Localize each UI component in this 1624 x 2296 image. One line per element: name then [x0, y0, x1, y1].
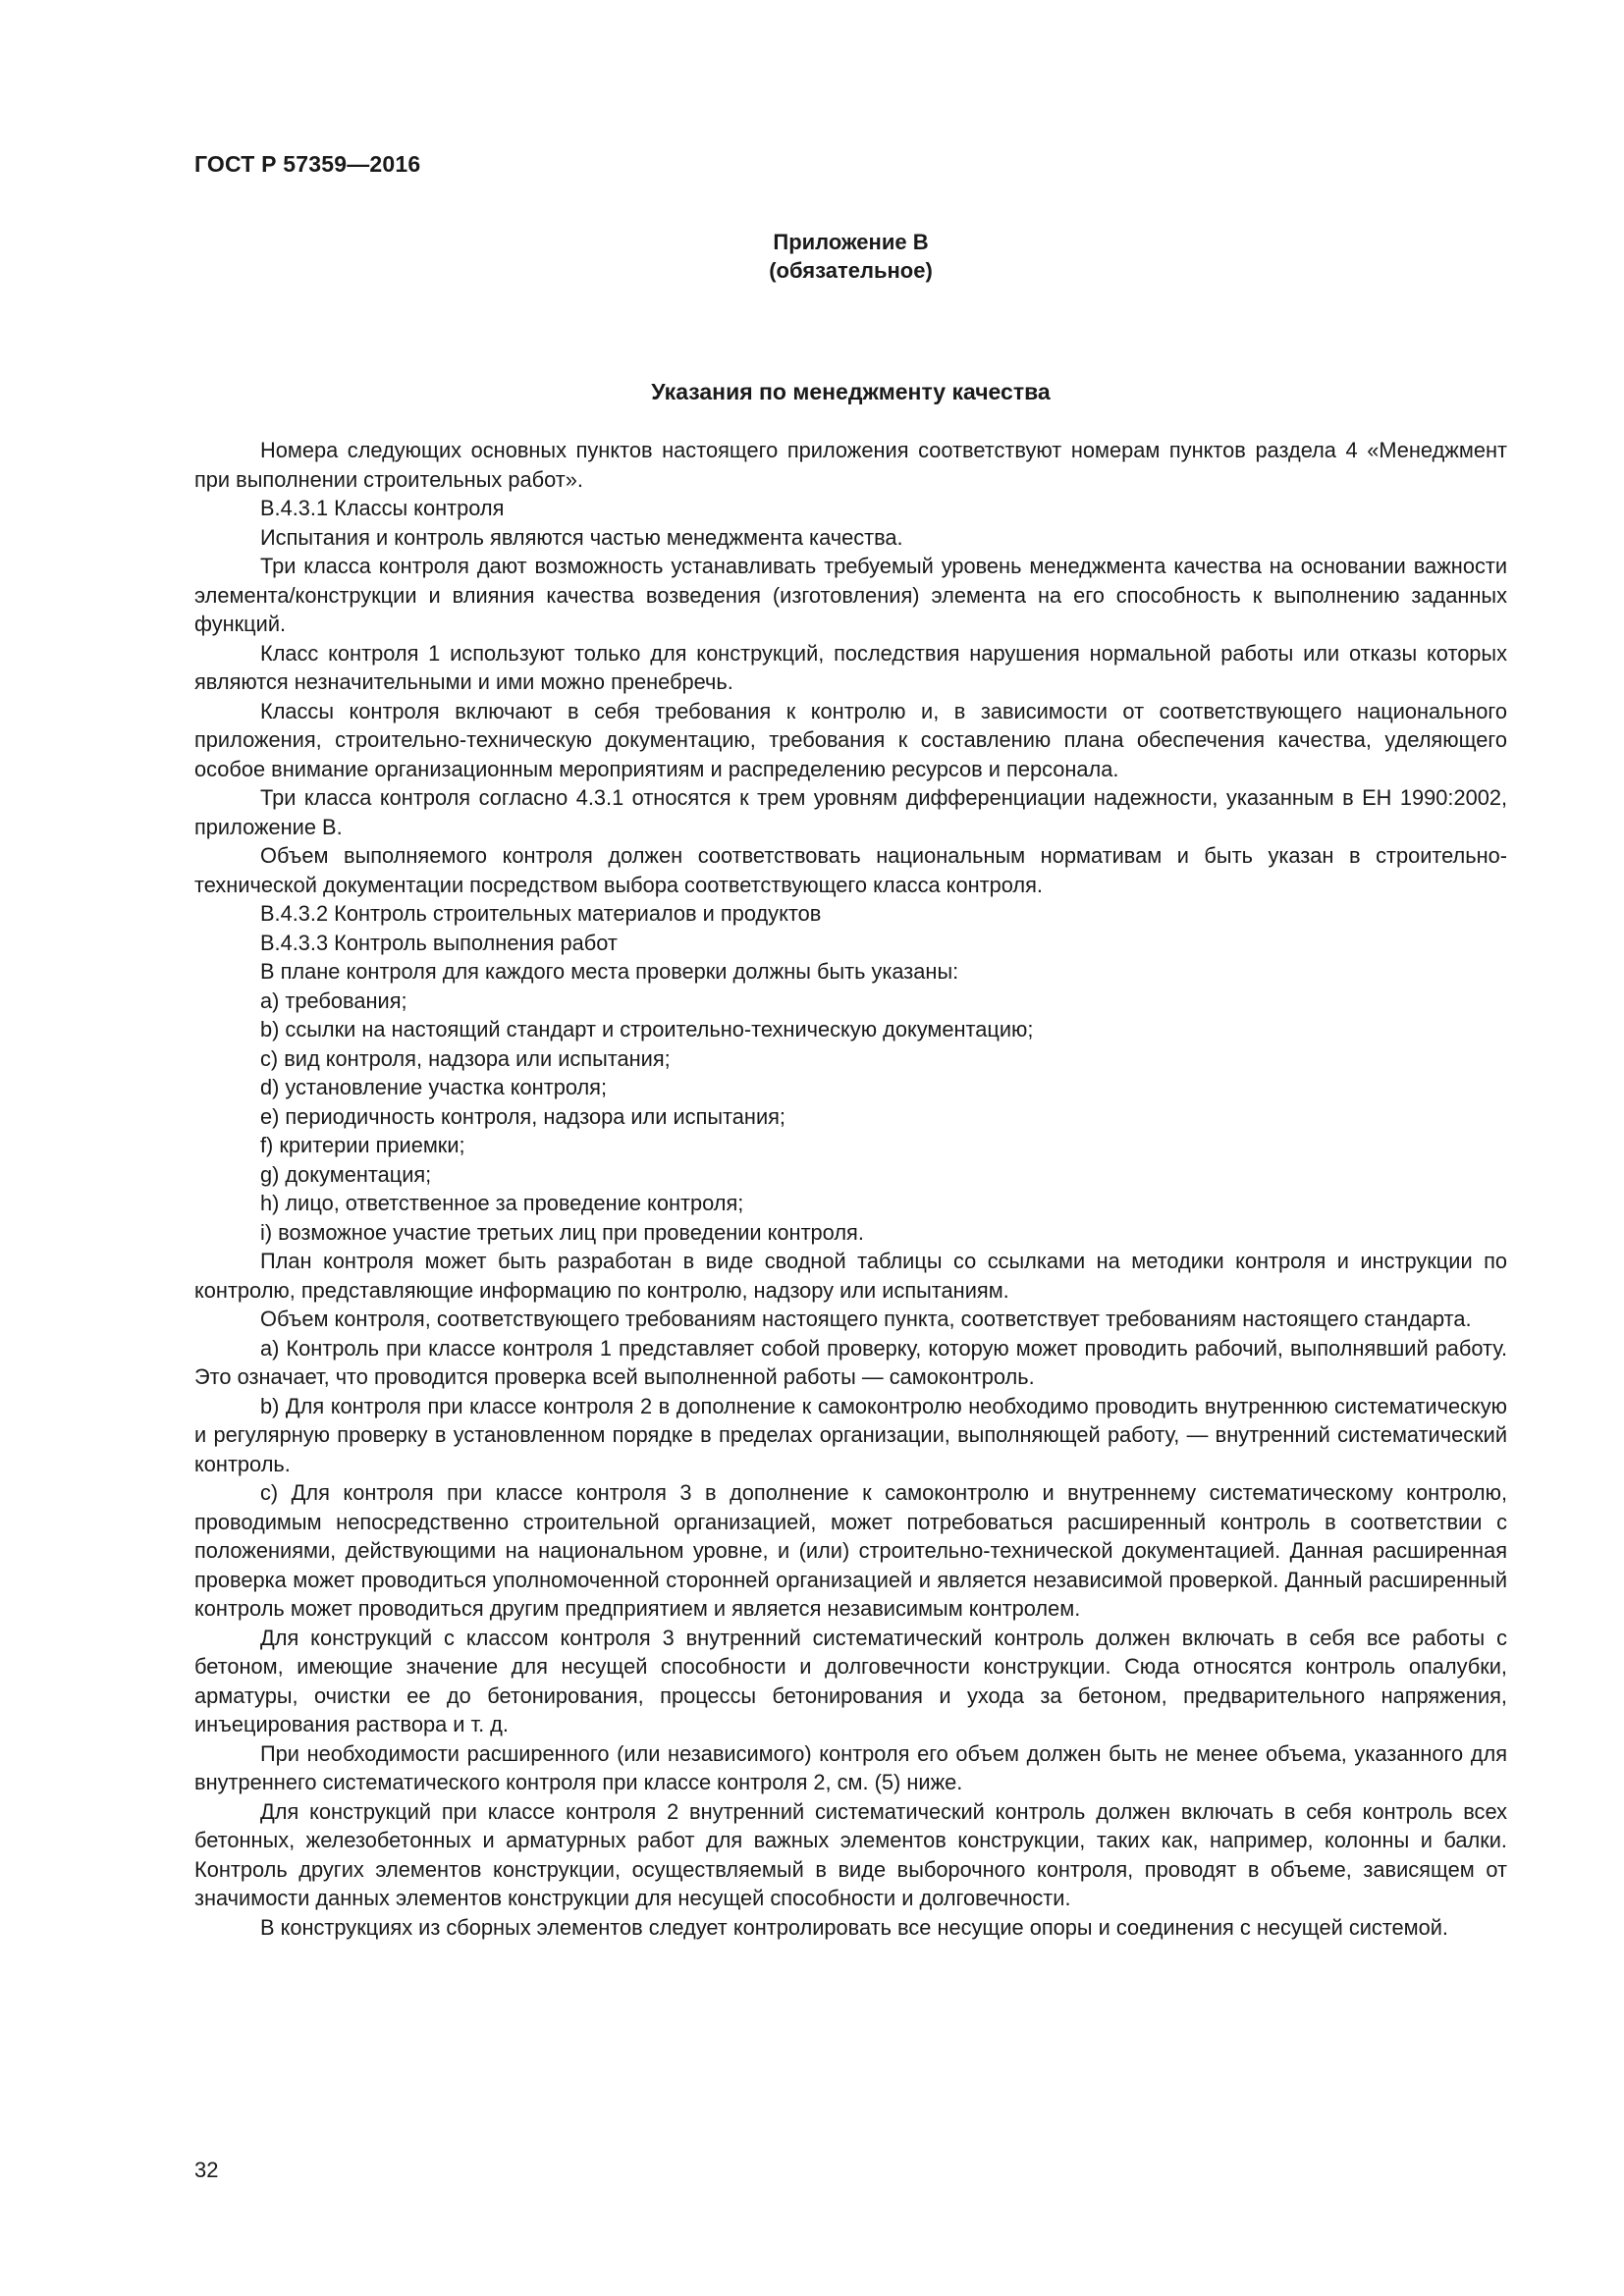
list-item: e) периодичность контроля, надзора или испытания;	[260, 1103, 785, 1129]
paragraph: Три класса контроля согласно 4.3.1 относятся к трем уровням дифференциации надежности, указанным в ЕН 1990:2002, приложение В.	[194, 785, 1507, 839]
paragraph: Три класса контроля дают возможность устанавливать требуемый уровень менеджмента качества на основании важности элемента/конструкции и влияния качества возведения (изготовления) элемента на его способность к выполнению заданных функций.	[194, 554, 1507, 636]
list-item: g) документация;	[260, 1161, 432, 1187]
list-item: h) лицо, ответственное за проведение контроля;	[260, 1191, 744, 1215]
list-item: a) требования;	[260, 988, 407, 1013]
paragraph: Для конструкций при классе контроля 2 внутренний систематический контроль должен включать в себя контроль всех бетонных, железобетонных и арматурных работ для важных элементов конструкции, таких как, например, колонны и балки. Контроль других элементов конструкции, осуществляемый в виде выборочного контроля, проводят в объеме, зависящем от значимости данных элементов конструкции для несущей способности и долговечности.	[194, 1798, 1507, 1910]
paragraph: Для конструкций с классом контроля 3 внутренний систематический контроль должен включать в себя все работы с бетоном, имеющие значение для несущей способности и долговечности конструкции. Сюда относятся контроль опалубки, арматуры, очистки ее до бетонирования, процессы бетонирования и ухода за бетоном, предварительного напряжения, инъецирования раствора и т. д.	[194, 1625, 1507, 1736]
paragraph: Номера следующих основных пунктов настоящего приложения соответствуют номерам пунктов раздела 4 «Менеджмент при выполнении строительных работ».	[194, 438, 1507, 492]
paragraph: Испытания и контроль являются частью менеджмента качества.	[260, 524, 903, 550]
list-item: a) Контроль при классе контроля 1 представляет собой проверку, которую может проводить рабочий, выполнявший работу. Это означает, что проводится проверка всей выполненной работы — самоконтроль.	[194, 1335, 1507, 1389]
list-item: i) возможное участие третьих лиц при проведении контроля.	[260, 1219, 864, 1245]
annex-label: Приложение В	[773, 230, 929, 254]
clause-heading: В.4.3.2 Контроль строительных материалов и продуктов	[260, 901, 822, 926]
paragraph: В плане контроля для каждого места проверки должны быть указаны:	[260, 959, 959, 984]
paragraph: При необходимости расширенного (или независимого) контроля его объем должен быть не менее объема, указанного для внутреннего систематического контроля при классе контроля 2, см. (5) ниже.	[194, 1740, 1507, 1794]
document-code: ГОСТ Р 57359—2016	[194, 151, 421, 177]
list-item: d) установление участка контроля;	[260, 1075, 608, 1099]
annex-heading	[194, 228, 1507, 285]
clause-heading: В.4.3.3 Контроль выполнения работ	[260, 930, 618, 955]
annex-status: (обязательное)	[769, 258, 933, 283]
list-item: b) Для контроля при классе контроля 2 в дополнение к самоконтролю необходимо проводить внутреннюю систематическую и регулярную проверку в установленном порядке в пределах организации, выполняющей работу, — внутренний систематический контроль.	[194, 1393, 1507, 1476]
paragraph: План контроля может быть разработан в виде сводной таблицы со ссылками на методики контроля и инструкции по контролю, представляющие информацию по контролю, надзору или испытаниям.	[194, 1249, 1507, 1303]
paragraph: В конструкциях из сборных элементов следует контролировать все несущие опоры и соединения с несущей системой.	[260, 1914, 1448, 1940]
list-item: b) ссылки на настоящий стандарт и строительно-техническую документацию;	[260, 1017, 1034, 1041]
clause-heading: В.4.3.1 Классы контроля	[260, 496, 505, 520]
paragraph: Объем контроля, соответствующего требованиям настоящего пункта, соответствует требованиям настоящего стандарта.	[260, 1307, 1472, 1331]
page-number: 32	[194, 2158, 219, 2182]
list-item: f) критерии приемки;	[260, 1133, 465, 1157]
section-title: Указания по менеджменту качества	[651, 379, 1051, 404]
paragraph: Объем выполняемого контроля должен соответствовать национальным нормативам и быть указан в строительно-технической документации посредством выбора соответствующего класса контроля.	[194, 843, 1507, 897]
paragraph: Классы контроля включают в себя требования к контролю и, в зависимости от соответствующего национального приложения, строительно-техническую документацию, требования к составлению плана обеспечения качества, уделяющего особое внимание организационным мероприятиям и распределению ресурсов и персонала.	[194, 698, 1507, 781]
document-body	[194, 436, 1507, 1942]
list-item: c) вид контроля, надзора или испытания;	[260, 1045, 671, 1071]
list-item: c) Для контроля при классе контроля 3 в дополнение к самоконтролю и внутреннему систематическому контролю, проводимым непосредственно строительной организацией, может потребоваться расширенный контроль в соответствии с положениями, действующими на национальном уровне, и (или) строительно-технической документацией. Данная расширенная проверка может проводиться уполномоченной сторонней организацией и является независимой проверкой. Данный расширенный контроль может проводиться другим предприятием и является независимым контролем.	[194, 1480, 1507, 1621]
paragraph: Класс контроля 1 используют только для конструкций, последствия нарушения нормальной работы или отказы которых являются незначительными и ими можно пренебречь.	[194, 640, 1507, 694]
